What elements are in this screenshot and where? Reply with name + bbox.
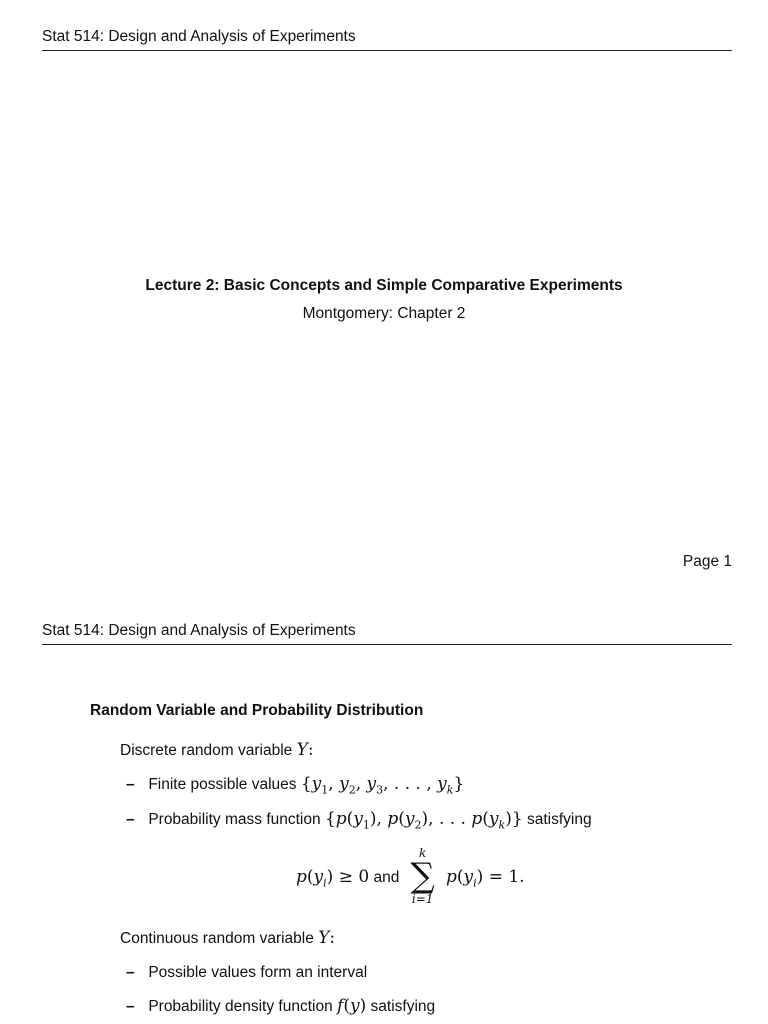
- satisfying-text: satisfying: [526, 811, 592, 828]
- bullet-pdf: [126, 996, 435, 1016]
- dash-bullet: –: [126, 964, 135, 981]
- dash-bullet: –: [126, 998, 135, 1015]
- continuous-intro: Continuous random variable Y:: [120, 928, 336, 948]
- math-value-set: {$y_1$, $y_2$, $y_3$, . . . , $y_k$}: [300, 774, 465, 797]
- bullet-interval: [126, 964, 367, 982]
- bullet-finite-values: [126, 774, 464, 796]
- math-Y: Y: [318, 928, 330, 948]
- pmf-text: Probability mass function: [148, 811, 321, 828]
- finite-values-text: Finite possible values: [148, 776, 297, 793]
- section-title: Random Variable and Probability Distribution: [90, 702, 424, 719]
- discrete-intro-text: Discrete random variable: [120, 742, 293, 759]
- dash-bullet: –: [126, 811, 135, 828]
- continuous-intro-text: Continuous random variable: [120, 930, 314, 947]
- math-Y: Y: [296, 740, 308, 760]
- and-text: and: [373, 869, 400, 886]
- discrete-intro: Discrete random variable Y:: [120, 740, 314, 760]
- lecture-subtitle: Montgomery: Chapter 2: [302, 305, 466, 322]
- dash-bullet: –: [126, 776, 135, 793]
- pdf-satisfying-text: satisfying: [370, 998, 436, 1015]
- page1-header-rule: [42, 50, 732, 51]
- math-pmf-set: {$p(y_1)$, $p(y_2)$, . . . $p(y_k)$}: [324, 809, 523, 832]
- math-f-y: f(y): [337, 996, 367, 1016]
- page1-header: Stat 514: Design and Analysis of Experiments: [42, 28, 356, 45]
- lecture-title: Lecture 2: Basic Concepts and Simple Comparative Experiments: [145, 277, 623, 294]
- pmf-conditions-equation: $p(y_i) \ge 0$ and k ∑ i=1 $p(y_i) = 1$.: [296, 846, 525, 906]
- page2-header-rule: [42, 644, 732, 645]
- page-number: Page 1: [682, 553, 732, 570]
- interval-text: Possible values form an interval: [148, 964, 368, 981]
- pdf-text: Probability density function: [148, 998, 333, 1015]
- summation-symbol: k ∑ i=1: [410, 846, 435, 906]
- page2-header: Stat 514: Design and Analysis of Experiments: [42, 622, 356, 639]
- bullet-pmf: [126, 809, 592, 831]
